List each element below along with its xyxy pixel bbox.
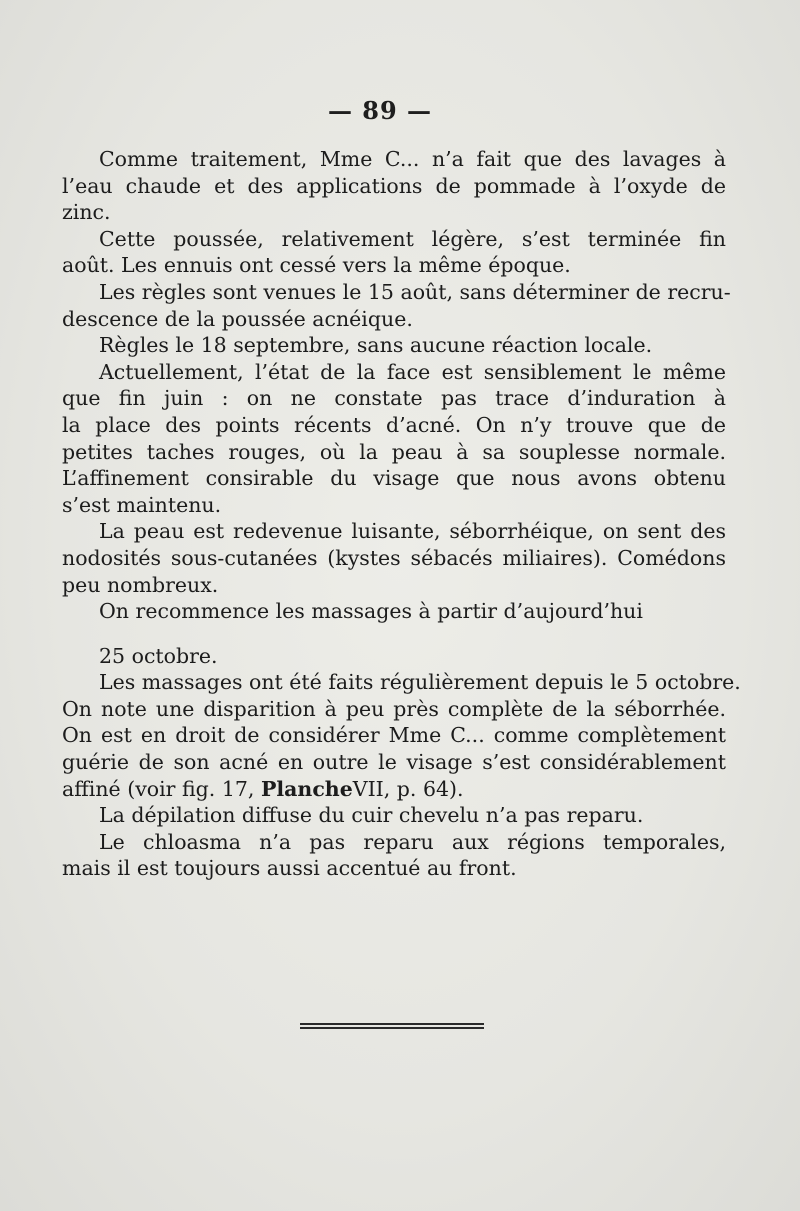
text-line: mais il est toujours aussi accentué au front.	[62, 856, 517, 881]
text-line: 25 octobre.	[99, 643, 218, 668]
body-text	[62, 146, 741, 882]
text-line: août. Les ennuis ont cessé vers la même époque.	[62, 253, 571, 278]
text-line: La dépilation diffuse du cuir chevelu n’a pas reparu.	[99, 803, 644, 828]
text-line: On note une disparition à peu près complète de la séborrhée.	[62, 696, 726, 721]
text-line: La peau est redevenue luisante, séborrhéique, on sent des	[99, 519, 726, 544]
text-line: la place des points récents d’acné. On n’y trouve que de	[62, 412, 726, 437]
text-line: guérie de son acné en outre le visage s’est considérablement	[62, 750, 726, 775]
text-line: descence de la poussée acnéique.	[62, 306, 413, 331]
text-line: s’est maintenu.	[62, 492, 222, 517]
end-ornament	[300, 1020, 484, 1030]
text-line: peu nombreux.	[62, 572, 219, 597]
text-fragment: VII, p. 64).	[352, 776, 464, 801]
text-line: Le chloasma n’a pas reparu aux régions temporales,	[99, 829, 726, 854]
page-number: — 89 —	[327, 96, 433, 125]
text-line: petites taches rouges, où la peau à sa souplesse normale.	[62, 439, 726, 464]
text-line: L’affinement consirable du visage que nous avons obtenu	[62, 466, 726, 491]
text-line: Les règles sont venues le 15 août, sans déterminer de recru-	[99, 279, 731, 304]
plate-reference: Planche	[260, 776, 353, 801]
ornament-rule-top	[300, 1023, 484, 1025]
text-line: Comme traitement, Mme C... n’a fait que des lavages à	[99, 147, 726, 171]
text-line: On est en droit de considérer Mme C... comme complètement	[62, 723, 726, 748]
text-line: Actuellement, l’état de la face est sensiblement le même	[99, 359, 726, 384]
text-line: Les massages ont été faits régulièrement depuis le 5 octobre.	[99, 670, 741, 695]
paragraph-gap	[62, 625, 726, 643]
text-line: Règles le 18 septembre, sans aucune réaction locale.	[99, 333, 653, 358]
text-line: Cette poussée, relativement légère, s’est terminée fin	[99, 226, 726, 251]
text-line	[62, 776, 726, 803]
text-line: que fin juin : on ne constate pas trace d’induration à	[62, 386, 726, 411]
text-line: On recommence les massages à partir d’aujourd’hui	[99, 599, 643, 624]
text-line: nodosités sous-cutanées (kystes sébacés miliaires). Comédons	[62, 545, 726, 570]
text-line: l’eau chaude et des applications de pommade à l’oxyde de	[62, 173, 726, 198]
ornament-rule-bottom	[300, 1027, 484, 1029]
text-line: zinc.	[62, 200, 111, 225]
text-fragment: affiné (voir fig. 17,	[62, 776, 261, 801]
